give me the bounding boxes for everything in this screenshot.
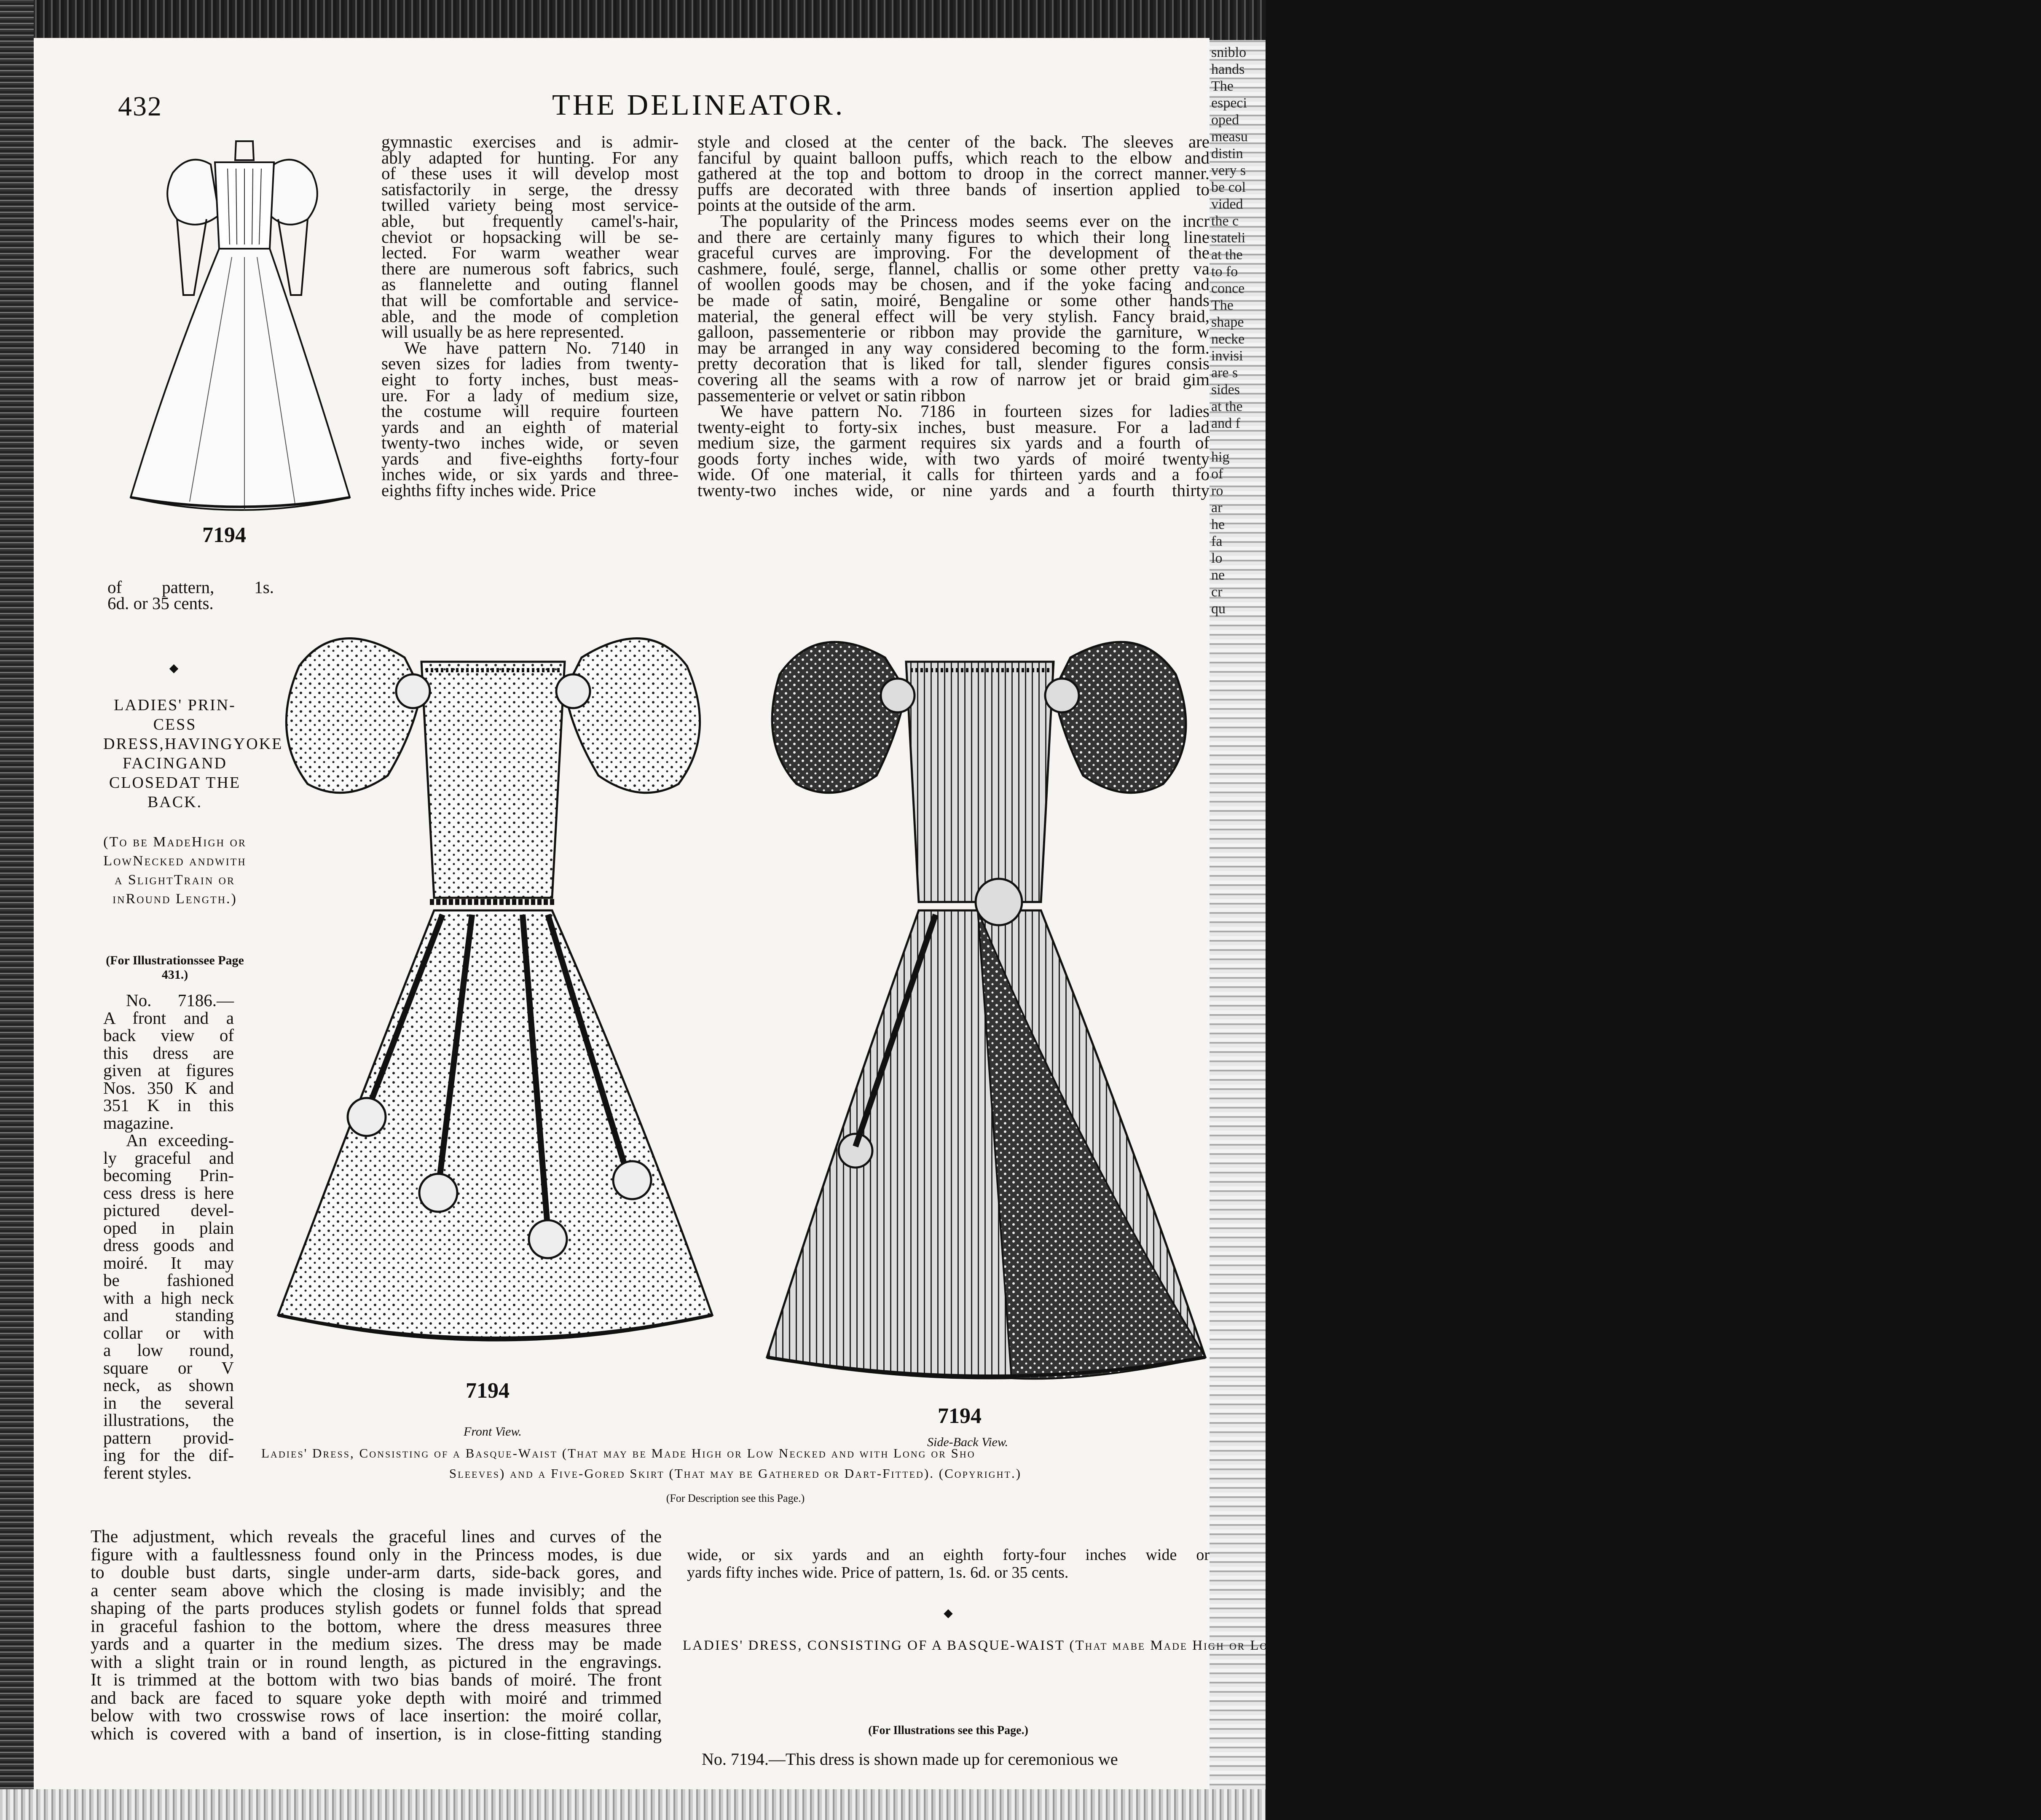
adjacent-page-fragment: and f (1211, 416, 1240, 431)
text-line: A front and a (103, 1008, 234, 1028)
adjacent-page-fragment: cr (1211, 584, 1223, 600)
text-line: able, and the mode of completion (381, 306, 679, 326)
heading-line: AND CLOSED (109, 754, 227, 792)
adjacent-page-fragment: to fo (1211, 264, 1238, 279)
heading-line: LADIES' DRESS, CONSISTING OF A BASQUE-WAIST (That ma (683, 1638, 1131, 1653)
adjacent-page-fragment: ne (1211, 567, 1225, 583)
adjacent-page-fragment: stateli (1211, 230, 1246, 246)
adjacent-page-fragment: very s (1211, 163, 1246, 178)
side-back-view-caption: Side-Back View. (927, 1435, 1008, 1449)
text-line: in graceful fashion to the bottom, where the dress measures three (91, 1616, 662, 1636)
front-view-number: 7194 (466, 1379, 510, 1403)
text-line: to double bust darts, single under-arm darts, side-back gores, and (91, 1563, 662, 1582)
text-line: becoming Prin- (103, 1165, 234, 1185)
figure-caption-line-2: Sleeves) and a Five-Gored Skirt (That may be Gathered or Dart-Fitted). (Copyright.) (449, 1466, 1022, 1481)
bottom-right-heading (683, 1635, 2041, 1656)
adjacent-page-fragment: conce (1211, 281, 1245, 296)
text-line: material, the general effect will be very stylish. Fancy braid, (697, 306, 1210, 326)
adjacent-page-fragment: sniblo (1211, 45, 1247, 60)
adjacent-page-fragment: of (1211, 466, 1223, 482)
heading-line: CESS DRESS, (103, 716, 197, 753)
text-line: dress goods and (103, 1235, 234, 1255)
adjacent-page-fragment: be col (1211, 180, 1246, 195)
text-line: twenty-two inches wide, or seven (381, 433, 679, 453)
text-line: goods forty inches wide, with two yards of moiré twenty (697, 448, 1210, 468)
text-line: wide. Of one material, it calls for thirteen yards and a fo (697, 464, 1210, 484)
text-line: covering all the seams with a row of narrow jet or braid gim (697, 369, 1210, 389)
text-line: collar or with (103, 1323, 234, 1342)
text-line: cashmere, foulé, serge, flannel, challis or some other pretty va (697, 258, 1210, 278)
text-line: this dress are (103, 1043, 234, 1063)
top-right-column (697, 134, 1210, 499)
adjacent-page-fragment: especi (1211, 95, 1247, 111)
text-line: The adjustment, which reveals the graceful lines and curves of the (91, 1527, 662, 1546)
adjacent-page-fragment: he (1211, 517, 1225, 532)
left-price-text (107, 577, 274, 613)
text-line: Nos. 350 K and (103, 1078, 234, 1098)
note-line: see Page 431.) (161, 953, 244, 982)
side-back-view-dress-illustration (742, 607, 1231, 1404)
figure-caption-line-1: Ladies' Dress, Consisting of a Basque-Waist (That may be Made High or Low Necked and with Long or Sho (261, 1446, 976, 1460)
text-line: square or V (103, 1358, 234, 1377)
text-line: will usually be as here represented. (381, 322, 625, 342)
text-line: fanciful by quaint balloon puffs, which reach to the elbow and (697, 148, 1210, 167)
text-line: neck, as shown (103, 1375, 234, 1395)
running-head: THE DELINEATOR. (552, 89, 845, 121)
text-line: magazine. (103, 1113, 174, 1133)
left-body-column (103, 992, 234, 1482)
subheading-line: High or Low (103, 834, 247, 869)
text-line: gathered at the top and bottom to droop in the correct manner. (697, 164, 1210, 183)
left-illustration-note (103, 953, 247, 982)
text-line: inches wide, or six yards and three- (381, 464, 679, 484)
text-line: be fashioned (103, 1270, 234, 1290)
heading-line: LADIES' PRIN- (114, 696, 236, 714)
text-line: wide, or six yards and an eighth forty-four inches wide or (687, 1546, 1210, 1564)
text-line: pattern provid- (103, 1428, 234, 1447)
text-line: with a high neck (103, 1288, 234, 1307)
adjacent-page-fragment: sides (1211, 382, 1240, 397)
adjacent-page-fragment: ar (1211, 500, 1223, 515)
bottom-left-column (91, 1528, 662, 1743)
text-line: medium size, the garment requires six yards and a fourth of (697, 433, 1210, 453)
text-line: with a slight train or in round length, as pictured in the engravings. (91, 1652, 662, 1672)
text-line: back view of (103, 1025, 234, 1045)
heading-line: may be Gathered or Dart-Fitted). (1807, 1638, 2041, 1653)
text-line: ably adapted for hunting. For any (381, 148, 679, 167)
text-line: cess dress is here (103, 1183, 234, 1203)
adjacent-page-fragment: ro (1211, 483, 1223, 499)
text-line: and back are faced to square yoke depth with moiré and trimmed (91, 1688, 662, 1708)
text-line: in the several (103, 1393, 234, 1412)
heading-line: HAVING (164, 735, 233, 753)
text-line: as flannelette and outing flannel (381, 274, 679, 294)
adjacent-page-fragment: qu (1211, 601, 1226, 617)
text-line: yards fifty inches wide. Price of pattern, 1s. 6d. or 35 cents. (687, 1564, 1069, 1581)
text-line: graceful curves are improving. For the development of the (697, 243, 1210, 263)
text-line: the costume will require fourteen (381, 401, 679, 421)
heading-line: be Made High or Low Necked and with Long or Short (1130, 1638, 1503, 1653)
text-line: style and closed at the center of the back. The sleeves are (697, 132, 1210, 151)
text-line: a center seam above which the closing is made invisibly; and the (91, 1581, 662, 1600)
note-line: (For Illustrations (106, 953, 199, 967)
adjacent-page-fragment: at the (1211, 247, 1243, 263)
text-line: shaping of the parts produces stylish godets or funnel folds that spread (91, 1599, 662, 1618)
text-line: 6d. or 35 cents. (107, 593, 214, 613)
side-back-view-number: 7194 (938, 1404, 982, 1428)
text-line: points at the outside of the arm. (697, 195, 916, 215)
adjacent-page-fragment: the c (1211, 213, 1239, 229)
text-line: seven sizes for ladies from twenty- (381, 354, 679, 373)
adjacent-page-fragment: hands (1211, 62, 1245, 77)
scan-border-left (0, 0, 34, 1820)
adjacent-page-fragment: fa (1211, 534, 1223, 549)
top-dress-illustration (114, 135, 367, 523)
page-number: 432 (118, 91, 162, 122)
text-line: An exceeding- (126, 1130, 234, 1150)
text-line: and there are certainly many figures to which their long line (697, 227, 1210, 247)
adjacent-page-fragment: hig (1211, 449, 1230, 465)
adjacent-page-fragment: invisi (1211, 348, 1243, 364)
text-line: moiré. It may (103, 1253, 234, 1272)
heading-line: Sleeves) AND A FIVE-GORED SKIRT (That (1502, 1638, 1808, 1653)
text-line: pictured devel- (103, 1200, 234, 1220)
text-line: that will be comfortable and service- (381, 290, 679, 310)
adjacent-page-fragment: necke (1211, 331, 1245, 347)
bottom-right-text (687, 1546, 1210, 1581)
text-line: given at figures (103, 1060, 234, 1080)
text-line: lected. For warm weather wear (381, 243, 679, 263)
text-line: ferent styles. (103, 1463, 192, 1482)
text-line: We have pattern No. 7140 in (404, 338, 679, 357)
text-line: yards and an eighth of material (381, 417, 679, 437)
text-line: of pattern, 1s. (107, 577, 274, 597)
text-line: which is covered with a band of insertion, is in close-fitting standing (91, 1724, 662, 1744)
adjacent-page-fragment: are s (1211, 365, 1238, 381)
text-line: eighths fifty inches wide. Price (381, 481, 596, 500)
text-line: yards and five-eighths forty-four (381, 448, 679, 468)
text-line: figure with a faultlessness found only in the Princess modes, is due (91, 1545, 662, 1565)
text-line: of these uses it will develop most (381, 164, 679, 183)
bottom-right-body: No. 7194.—This dress is shown made up for ceremonious we (702, 1750, 1118, 1769)
adjacent-page-fragment: at the (1211, 399, 1243, 414)
text-line: puffs are decorated with three bands of insertion applied to (697, 179, 1210, 199)
text-line: be made of satin, moiré, Bengaline or some other hands (697, 290, 1210, 310)
figure-description-note: (For Description see this Page.) (666, 1492, 805, 1504)
text-line: and standing (103, 1305, 234, 1325)
text-line: ly graceful and (103, 1148, 234, 1168)
text-line: It is trimmed at the bottom with two bias bands of moiré. The front (91, 1670, 662, 1690)
text-line: We have pattern No. 7186 in fourteen sizes for ladies (720, 401, 1210, 421)
adjacent-page-fragment: shape (1211, 314, 1244, 330)
text-line: twenty-eight to forty-six inches, bust measure. For a lad (697, 417, 1210, 437)
text-line: of woollen goods may be chosen, and if the yoke facing and (697, 274, 1210, 294)
bottom-right-illustration-note: (For Illustrations see this Page.) (868, 1724, 1028, 1737)
text-line: No. 7186.— (126, 991, 234, 1010)
top-middle-column (381, 134, 679, 499)
text-line: may be arranged in any way considered becoming to the form. (697, 338, 1210, 357)
left-section-subheading (103, 832, 247, 908)
text-line: eight to forty inches, bust meas- (381, 369, 679, 389)
subheading-line: with a Slight (115, 853, 247, 888)
top-figure-label: 7194 (202, 523, 246, 547)
text-line: twenty-two inches wide, or nine yards and a fourth thirty (697, 481, 1210, 500)
front-view-caption: Front View. (464, 1425, 522, 1439)
left-section-heading (103, 695, 283, 812)
subheading-line: (To be Made (103, 834, 192, 850)
text-line: there are numerous soft fabrics, such (381, 258, 679, 278)
text-line: galloon, passementerie or ribbon may provide the garniture, w (697, 322, 1210, 342)
text-line: ure. For a lady of medium size, (381, 385, 679, 405)
text-line: ing for the dif- (103, 1445, 234, 1465)
text-line: 351 K in this (103, 1095, 234, 1115)
scan-border-bottom (0, 1789, 1266, 1820)
front-view-dress-illustration (261, 607, 729, 1378)
adjacent-page-fragment: lo (1211, 550, 1223, 566)
text-line: cheviot or hopsacking will be se- (381, 227, 679, 247)
adjacent-page-fragment: measu (1211, 129, 1248, 145)
text-line: passementerie or velvet or satin ribbon (697, 385, 966, 405)
adjacent-page-fragment: oped (1211, 112, 1239, 128)
adjacent-page-fragment: vided (1211, 196, 1243, 212)
text-line: below with two crosswise rows of lace insertion: the moiré collar, (91, 1706, 662, 1726)
adjacent-page-fragment: distin (1211, 146, 1243, 161)
adjacent-page-fragment: The (1211, 78, 1234, 94)
heading-line: AT THE BACK. (147, 774, 241, 811)
text-line: twilled variety being most service- (381, 195, 679, 215)
subheading-line: Train or in (113, 872, 235, 907)
text-line: satisfactorily in serge, the dressy (381, 179, 679, 199)
scan-border-top (0, 0, 1266, 40)
adjacent-page-fragment: The (1211, 298, 1234, 313)
text-line: yards and a quarter in the medium sizes. The dress may be made (91, 1635, 662, 1654)
text-line: able, but frequently camel's-hair, (381, 211, 679, 231)
text-line: The popularity of the Princess modes seems ever on the incr (720, 211, 1210, 231)
bottom-right-ornament: ◆ (944, 1607, 953, 1620)
text-line: a low round, (103, 1340, 234, 1360)
text-line: gymnastic exercises and is admir- (381, 132, 679, 151)
text-line: illustrations, the (103, 1410, 234, 1430)
text-line: pretty decoration that is liked for tall, slender figures consis (697, 354, 1210, 373)
heading-line: YOKE FACING (123, 735, 283, 772)
subheading-line: Necked and (133, 853, 215, 869)
text-line: oped in plain (103, 1218, 234, 1237)
subheading-line: Round Length.) (126, 891, 237, 907)
left-ornament: ◆ (169, 662, 179, 675)
